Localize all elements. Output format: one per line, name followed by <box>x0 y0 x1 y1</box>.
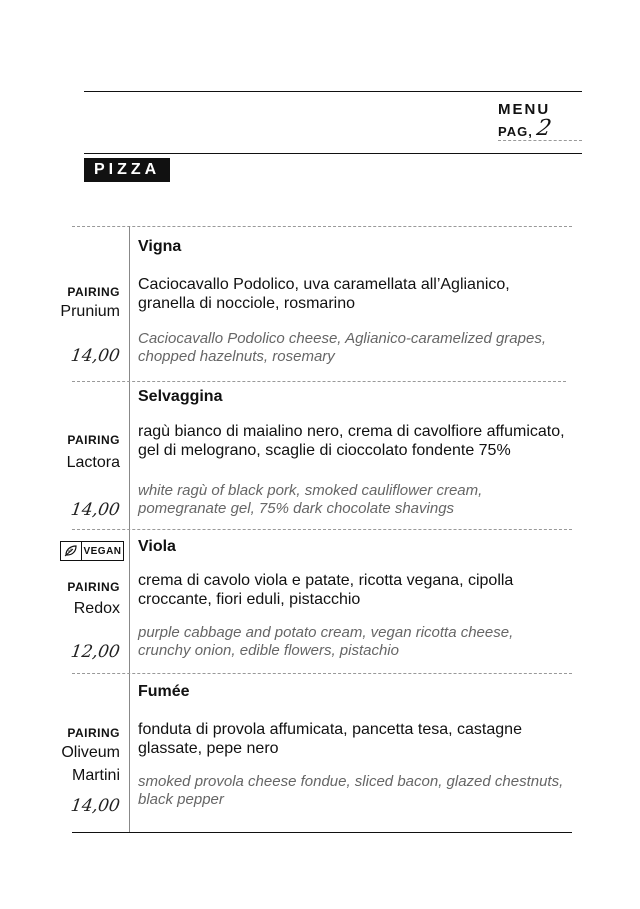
item-separator <box>72 673 572 674</box>
item-price: 12,00 <box>69 642 122 662</box>
item-description-it: ragù bianco di maialino nero, crema di cavolfiore affumicato, gel di melograno, scaglie di cioccolato fondente 75% <box>138 423 565 459</box>
pairing-wine: Lactora <box>66 454 120 471</box>
item-description-it: fonduta di provola affumicata, pancetta tesa, castagne glassate, pepe nero <box>138 721 522 757</box>
pairing-wine: Prunium <box>60 303 120 320</box>
item-name: Vigna <box>138 238 182 255</box>
pairing-label: PAIRING <box>67 433 120 447</box>
item-name: Viola <box>138 538 176 555</box>
vegan-badge <box>60 541 124 561</box>
item-price: 14,00 <box>69 796 122 816</box>
item-separator <box>72 226 572 227</box>
header-rule <box>84 153 582 154</box>
pairing-wine: Redox <box>73 600 120 617</box>
section-title: PIZZA <box>84 158 170 182</box>
bottom-rule <box>72 832 572 833</box>
page-number: 2 <box>534 116 554 141</box>
pairing-wine: Oliveum <box>61 744 120 761</box>
item-price: 14,00 <box>69 500 122 520</box>
menu-label: MENU <box>498 101 551 118</box>
item-description-en: purple cabbage and potato cream, vegan ricotta cheese, crunchy onion, edible flowers, pistachio <box>138 624 514 659</box>
item-price: 14,00 <box>69 346 122 366</box>
item-description-en: Caciocavallo Podolico cheese, Aglianico-caramelized grapes, chopped hazelnuts, rosemary <box>138 330 546 365</box>
top-rule <box>84 91 582 92</box>
pairing-label: PAIRING <box>67 726 120 740</box>
leaf-icon <box>61 542 82 560</box>
item-description-en: smoked provola cheese fondue, sliced bacon, glazed chestnuts, black pepper <box>138 773 564 808</box>
pairing-label: PAIRING <box>67 580 120 594</box>
pairing-label: PAIRING <box>67 285 120 299</box>
item-description-it: crema di cavolo viola e patate, ricotta vegana, cipolla croccante, fiori eduli, pistacchio <box>138 572 514 608</box>
page-number-underline <box>498 140 582 141</box>
pairing-wine: Martini <box>71 767 120 784</box>
item-description-it: Caciocavallo Podolico, uva caramellata all’Aglianico, granella di nocciole, rosmarino <box>138 276 510 312</box>
item-description-en: white ragù of black pork, smoked cauliflower cream, pomegranate gel, 75% dark chocolate shavings <box>138 482 483 517</box>
item-name: Selvaggina <box>138 388 223 405</box>
item-name: Fumée <box>138 683 190 700</box>
item-separator <box>72 381 566 382</box>
item-separator <box>72 529 572 530</box>
page-label: PAG, <box>498 124 533 139</box>
vegan-label: VEGAN <box>83 545 122 557</box>
